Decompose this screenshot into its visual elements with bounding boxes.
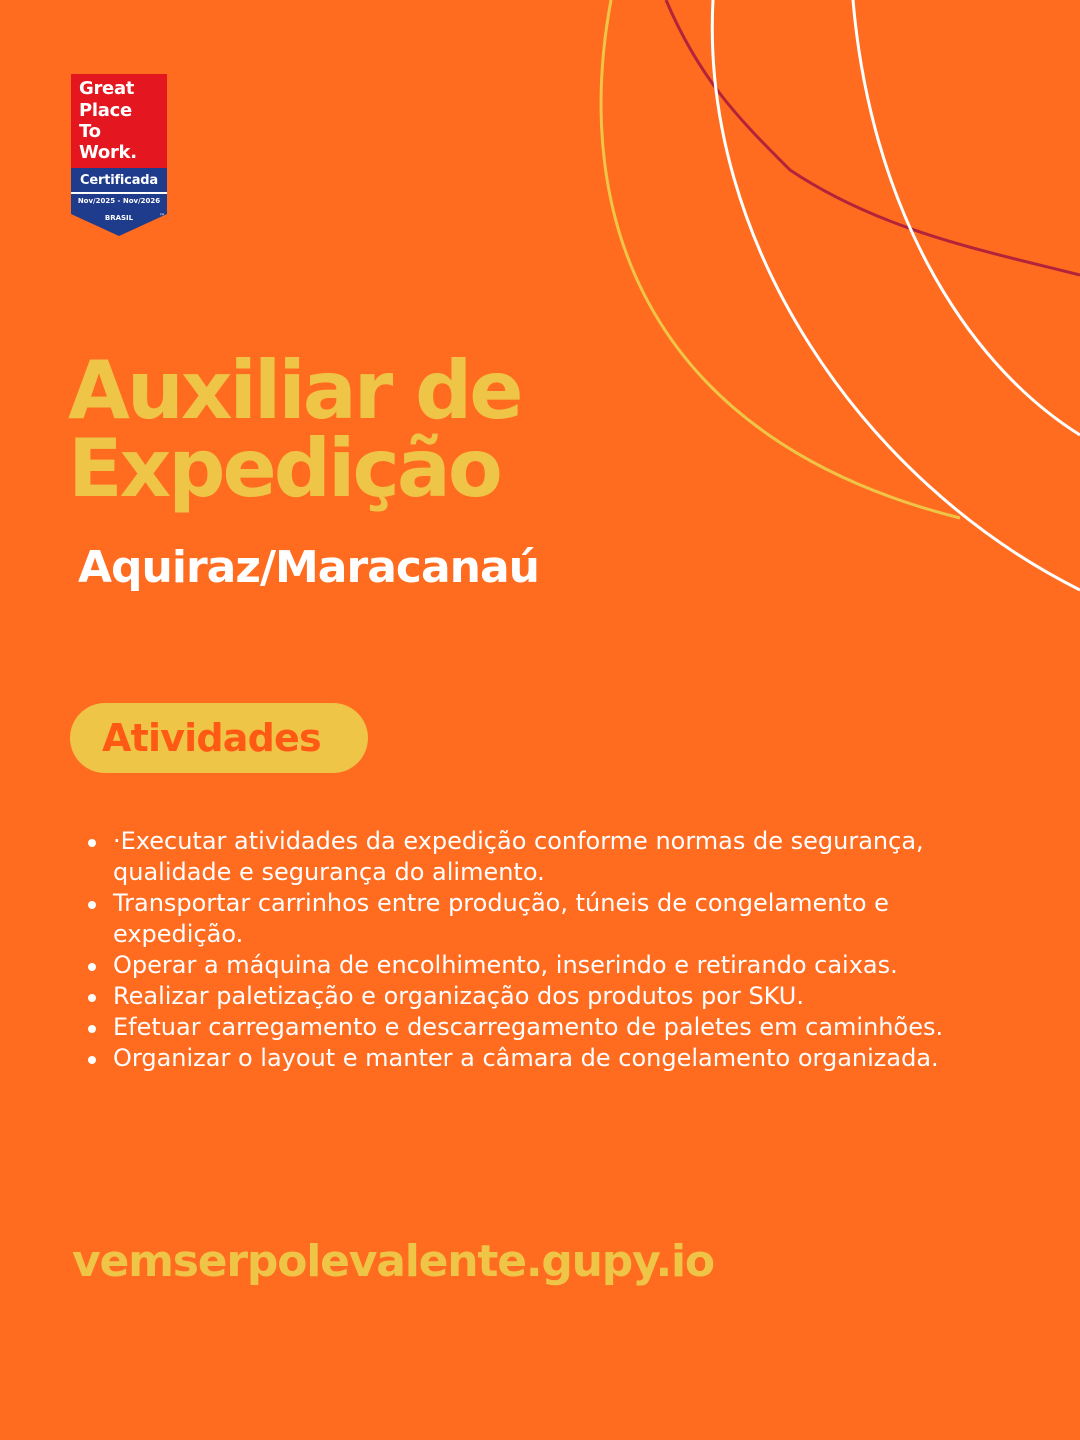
badge-line-to: To <box>79 121 101 142</box>
badge-red-panel <box>71 74 167 168</box>
red-curve <box>666 0 1080 275</box>
job-title-line-2: Expedição <box>68 422 500 515</box>
activity-item: Organizar o layout e manter a câmara de congelamento organizada. <box>82 1043 1022 1074</box>
activity-item: Realizar paletização e organização dos produtos por SKU. <box>82 981 1022 1012</box>
activity-item: ·Executar atividades da expedição conforme normas de segurança, qualidade e segurança do alimento. <box>82 826 1022 888</box>
activity-item: Efetuar carregamento e descarregamento de paletes em caminhões. <box>82 1012 1022 1043</box>
badge-dates: Nov/2025 - Nov/2026 <box>77 197 161 205</box>
section-label: Atividades <box>102 716 321 760</box>
job-title <box>68 344 521 515</box>
white-curve-inner <box>853 0 1080 435</box>
section-pill-atividades <box>70 703 368 773</box>
job-title-line-1: Auxiliar de <box>68 344 521 437</box>
great-place-to-work-badge <box>71 74 167 236</box>
badge-line-place: Place <box>79 100 132 121</box>
website-url: vemserpolevalente.gupy.io <box>72 1236 714 1287</box>
yellow-curve <box>601 0 960 518</box>
activity-item: Transportar carrinhos entre produção, túneis de congelamento e expedição. <box>82 888 1022 950</box>
badge-certified-label: Certificada <box>80 173 158 188</box>
badge-line-work: Work. <box>79 142 137 163</box>
badge-country: BRASIL <box>104 214 134 222</box>
white-curve-outer <box>712 0 1080 590</box>
badge-line-great: Great <box>79 78 135 99</box>
job-location: Aquiraz/Maracanaú <box>78 542 540 593</box>
badge-trademark: ™ <box>159 213 165 220</box>
activity-item: Operar a máquina de encolhimento, inserindo e retirando caixas. <box>82 950 1022 981</box>
activities-list <box>82 826 1022 1074</box>
